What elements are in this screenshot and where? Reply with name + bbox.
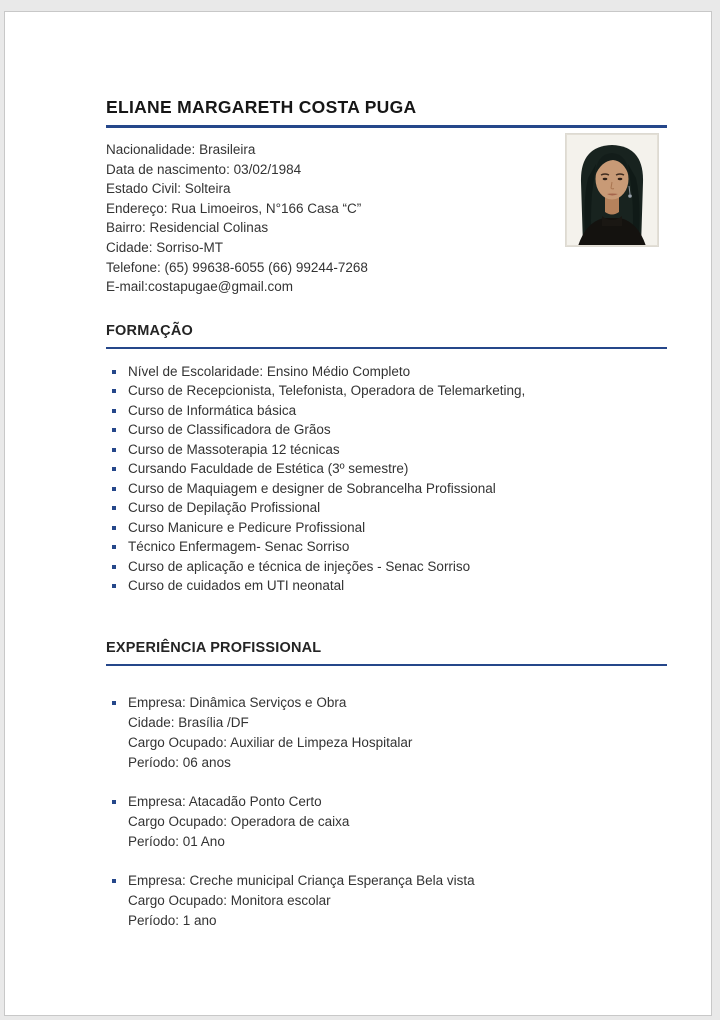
- education-item: Curso de Massoterapia 12 técnicas: [106, 440, 667, 460]
- section-formacao: [106, 323, 667, 596]
- section-title-experiencia: EXPERIÊNCIA PROFISSIONAL: [106, 640, 667, 666]
- experience-line-role: Cargo Ocupado: Operadora de caixa: [128, 813, 350, 829]
- education-item: Curso de Maquiagem e designer de Sobrancelha Profissional: [106, 479, 667, 499]
- experience-entry: [106, 792, 667, 852]
- experience-line-company: Empresa: Creche municipal Criança Esperança Bela vista: [128, 872, 475, 888]
- education-item: Curso de Recepcionista, Telefonista, Operadora de Telemarketing,: [106, 381, 667, 401]
- education-item: Cursando Faculdade de Estética (3º semestre): [106, 459, 667, 479]
- experience-line-company: Empresa: Dinâmica Serviços e Obra: [128, 694, 347, 710]
- education-item: Curso de aplicação e técnica de injeções - Senac Sorriso: [106, 557, 667, 577]
- experience-line-period: Período: 01 Ano: [128, 833, 225, 849]
- section-title-formacao: FORMAÇÃO: [106, 323, 667, 349]
- education-item: Técnico Enfermagem- Senac Sorriso: [106, 537, 667, 557]
- personal-info-phone: Telefone: (65) 99638-6055 (66) 99244-7268: [106, 259, 368, 275]
- education-item: Curso Manicure e Pedicure Profissional: [106, 518, 667, 538]
- education-item: Curso de Depilação Profissional: [106, 498, 667, 518]
- experience-line-company: Empresa: Atacadão Ponto Certo: [128, 793, 322, 809]
- portrait-photo-image: [566, 134, 658, 246]
- experience-entry: [106, 871, 667, 931]
- experience-entry: [106, 693, 667, 773]
- personal-info-marital-status: Estado Civil: Solteira: [106, 181, 231, 197]
- personal-info-nationality: Nacionalidade: Brasileira: [106, 142, 256, 157]
- personal-info-birthdate: Data de nascimento: 03/02/1984: [106, 161, 302, 177]
- education-item: Curso de cuidados em UTI neonatal: [106, 576, 667, 596]
- portrait-photo: [566, 134, 658, 246]
- resume-name-heading: ELIANE MARGARETH COSTA PUGA: [106, 97, 667, 128]
- section-experiencia: [106, 640, 667, 931]
- education-item: Nível de Escolaridade: Ensino Médio Completo: [106, 362, 667, 382]
- education-item: Curso de Classificadora de Grãos: [106, 420, 667, 440]
- personal-info-email: E-mail:costapugae@gmail.com: [106, 279, 294, 295]
- experience-line-role: Cargo Ocupado: Auxiliar de Limpeza Hospitalar: [128, 734, 413, 750]
- experience-line-city: Cidade: Brasília /DF: [128, 714, 249, 730]
- resume-document: [4, 11, 712, 1016]
- personal-info-city: Cidade: Sorriso-MT: [106, 239, 224, 255]
- education-list: [106, 362, 667, 596]
- personal-info-address: Endereço: Rua Limoeiros, N°166 Casa “C”: [106, 200, 362, 216]
- education-item: Curso de Informática básica: [106, 401, 667, 421]
- experience-line-period: Período: 1 ano: [128, 912, 217, 928]
- experience-line-role: Cargo Ocupado: Monitora escolar: [128, 892, 331, 908]
- personal-info-district: Bairro: Residencial Colinas: [106, 220, 269, 236]
- experience-line-period: Período: 06 anos: [128, 754, 231, 770]
